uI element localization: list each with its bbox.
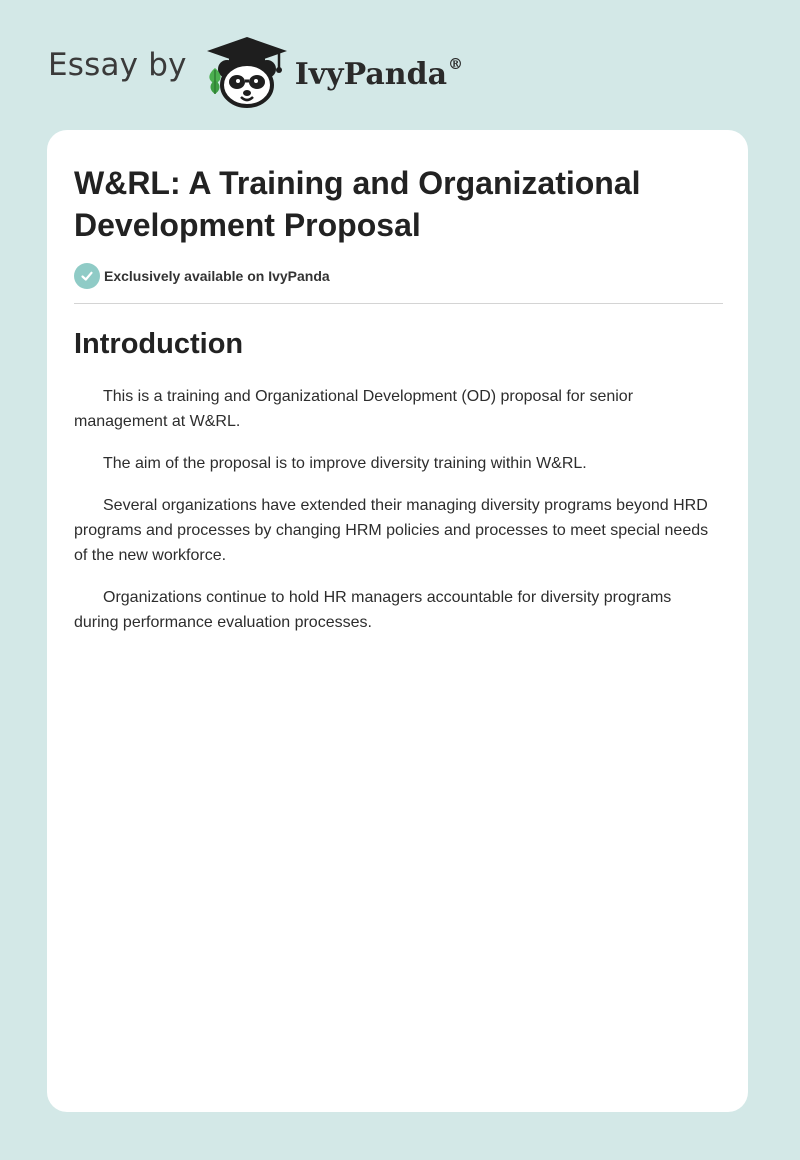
section-heading: Introduction: [74, 328, 244, 360]
exclusive-badge: [74, 263, 330, 289]
essay-card: [47, 130, 748, 1112]
paragraph: Several organizations have extended their managing diversity programs beyond HRD programs and processes by changing HRM policies and processes to meet special needs of the new workforce.: [74, 497, 709, 564]
paragraph: This is a training and Organizational Development (OD) proposal for senior management at W&RL.: [74, 388, 634, 430]
essay-title: W&RL: A Training and Organizational Development Proposal: [74, 165, 641, 243]
exclusive-label: Exclusively available on IvyPanda: [104, 268, 330, 284]
brand-name: [294, 54, 464, 92]
paragraph: The aim of the proposal is to improve diversity training within W&RL.: [103, 455, 587, 472]
site-header: [48, 34, 463, 110]
paragraph: Organizations continue to hold HR managers accountable for diversity programs during performance evaluation processes.: [74, 589, 672, 631]
title-divider: [74, 303, 723, 304]
ivy-leaf-icon: [205, 66, 225, 96]
essay-body: [74, 384, 714, 652]
essay-by-label: Essay by: [48, 47, 187, 83]
check-circle-icon: [74, 263, 100, 289]
registered-mark: ®: [448, 54, 464, 73]
ivypanda-logo[interactable]: [203, 35, 463, 109]
brand-text: IvyPanda: [294, 56, 448, 92]
